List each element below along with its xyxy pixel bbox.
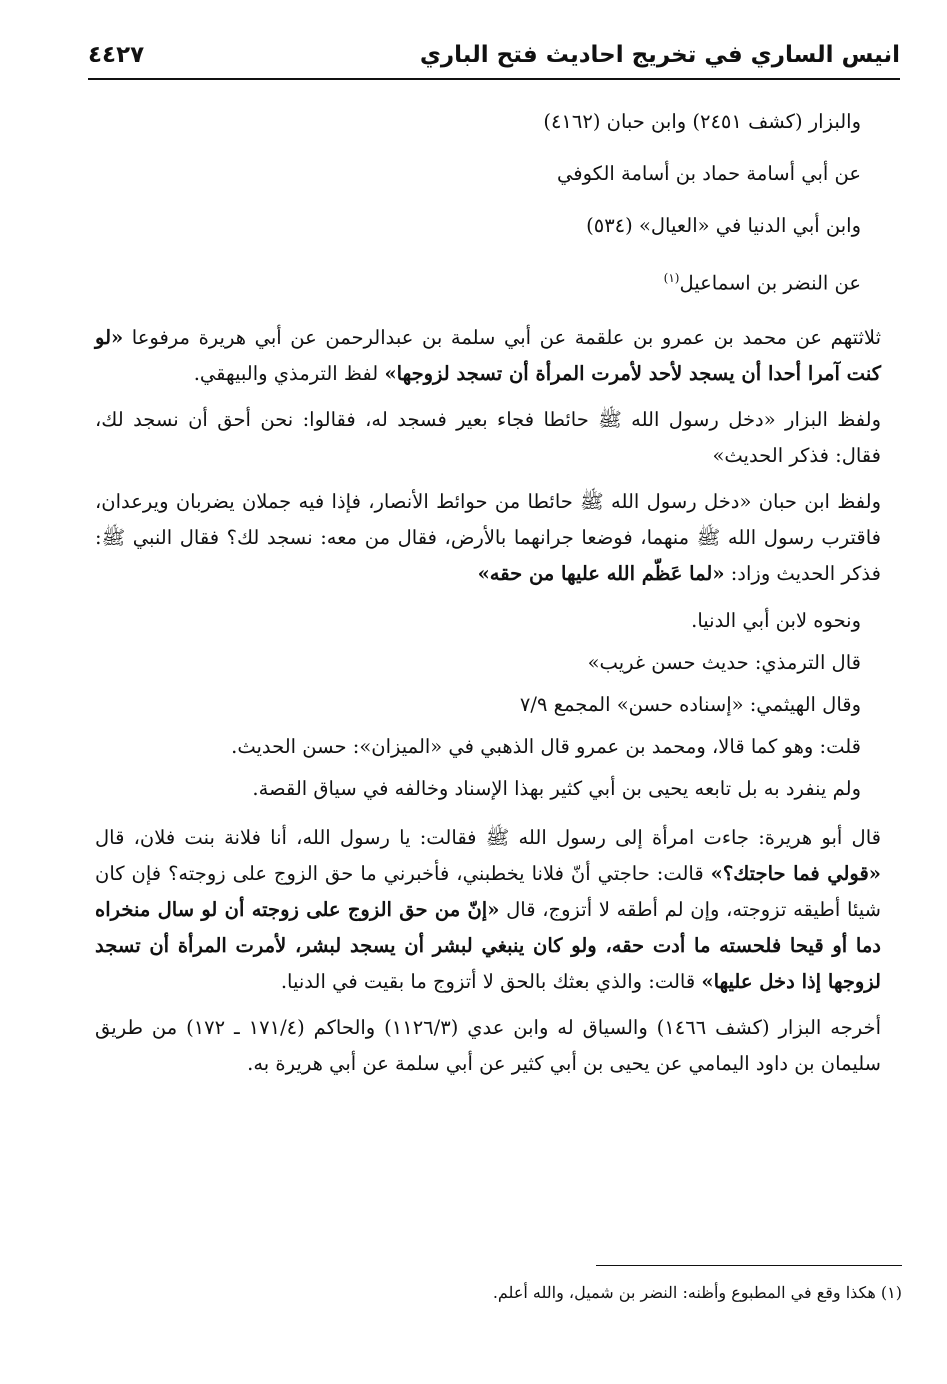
text-line: والبزار (كشف ٢٤٥١) وابن حبان (٤١٦٢) [543, 110, 861, 133]
text-line: ونحوه لابن أبي الدنيا. [691, 608, 861, 632]
paragraph-text: قالت: والذي بعثك بالحق لا أتزوج ما بقيت في الدنيا. [280, 969, 702, 993]
paragraph-text: ثلاثتهم عن محمد بن عمرو بن علقمة عن أبي سلمة بن عبدالرحمن عن أبي هريرة مرفوعا [123, 325, 881, 349]
paragraph [95, 484, 901, 592]
footnote-reference: (١) [663, 271, 680, 285]
text-line: وقال الهيثمي: «إسناده حسن» المجمع ٧/٩ [519, 692, 861, 716]
text-line [95, 252, 901, 310]
text-line: وابن أبي الدنيا في «العيال» (٥٣٤) [586, 214, 861, 237]
paragraph-text: ولفظ ابن حبان «دخل رسول الله ﷺ حائطا من حوائط الأنصار، فإذا فيه جملان يضربان ويرعدان، فاقترب رسول الله ﷺ منهما، فوضعا جرانهما بالأرض، فقال من معه: نسجد لك؟ فقال النبي ﷺ: فذكر الحديث وزاد: [95, 489, 881, 585]
running-header [88, 38, 900, 80]
footnote [300, 1278, 902, 1308]
text-line-content: عن النضر بن اسماعيل [679, 271, 861, 295]
paragraph-text: قالت: حاجتي أنّ فلانا يخطبني، فأخبرني ما حق الزوج على زوجته؟ فإن كان شيئا أطيقه تزوجته، وإن لم أطقه لا أتزوج، قال [95, 861, 881, 921]
hadith-quote: «قولي فما حاجتك؟» [710, 861, 881, 885]
paragraph: أخرجه البزار (كشف ١٤٦٦) والسياق له وابن عدي (١١٢٦/٣) والحاكم (١٧١/٤ ـ ١٧٢) من طريق سليمان بن داود اليمامي عن يحيى بن أبي كثير عن أبي سلمة عن أبي هريرة به. [95, 1015, 881, 1075]
book-title: انيس الساري في تخريج احاديث فتح الباري [419, 42, 900, 68]
page-number: ٤٤٢٧ [88, 42, 145, 68]
footnote-text: هكذا وقع في المطبوع وأظنه: النضر بن شميل، والله أعلم. [492, 1283, 876, 1302]
hadith-quote: «إنّ من حق الزوج على زوجته أن لو سال منخراه دما أو قيحا فلحسته ما أدت حقه، ولو كان ينبغي لبشر أن يسجد لبشر، لأمرت المرأة أن تسجد لزوجها إذا دخل عليها» [95, 897, 881, 993]
paragraph [95, 320, 901, 392]
paragraph-text: قال أبو هريرة: جاءت امرأة إلى رسول الله ﷺ فقالت: يا رسول الله، أنا فلانة بنت فلان، قال [95, 825, 881, 849]
text-line: قلت: وهو كما قالا، ومحمد بن عمرو قال الذهبي في «الميزان»: حسن الحديث. [231, 734, 861, 758]
hadith-quote: «لو كنت آمرا أحدا أن يسجد لأحد لأمرت المرأة أن تسجد لزوجها» [95, 325, 881, 385]
hadith-quote: «لما عَظّم الله عليها من حقه» [477, 561, 725, 585]
footnote-number: (١) [880, 1283, 902, 1302]
paragraph-text: لفظ الترمذي والبيهقي. [193, 361, 385, 385]
paragraph: ولفظ البزار «دخل رسول الله ﷺ حائطا فجاء بعير فسجد له، فقالوا: نحن أحق أن نسجد لك، فقال: فذكر الحديث» [95, 407, 881, 467]
paragraph [95, 820, 901, 1000]
footnote-divider [596, 1265, 902, 1266]
text-line: ولم ينفرد به بل تابعه يحيى بن أبي كثير بهذا الإسناد وخالفه في سياق القصة. [252, 776, 861, 800]
main-text [95, 96, 901, 1090]
text-line: قال الترمذي: حديث حسن غريب» [587, 650, 861, 674]
text-line: عن أبي أسامة حماد بن أسامة الكوفي [557, 162, 861, 185]
